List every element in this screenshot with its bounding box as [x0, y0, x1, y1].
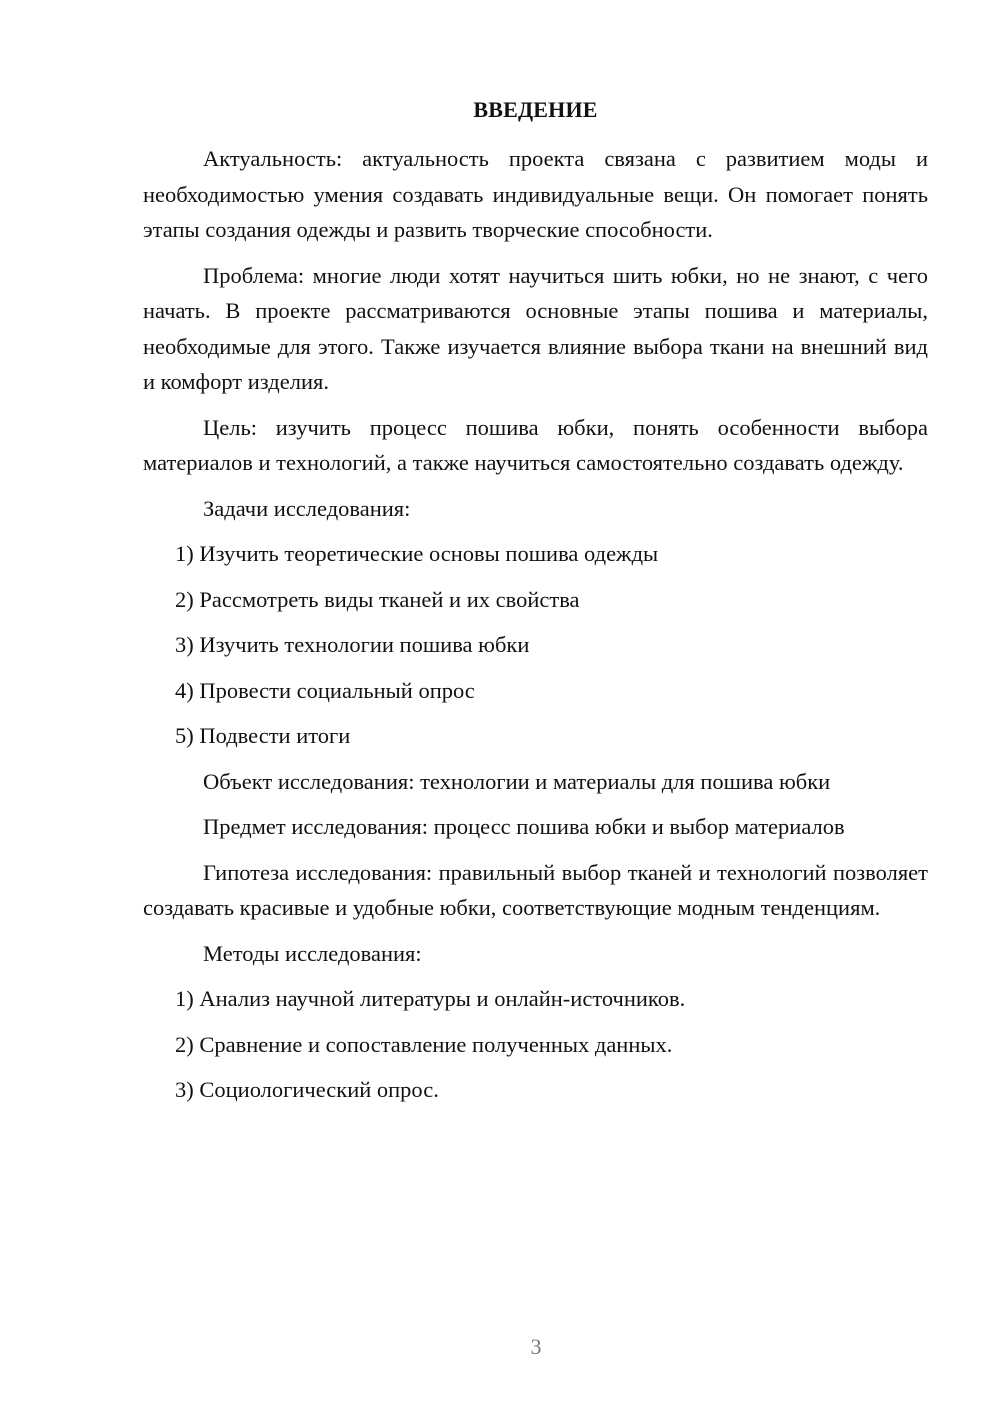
- section-title: ВВЕДЕНИЕ: [473, 97, 598, 122]
- document-body: [143, 141, 928, 1118]
- task-item: 2) Рассмотреть виды тканей и их свойства: [175, 586, 580, 612]
- paragraph-hypothesis: Гипотеза исследования: правильный выбор тканей и технологий позволяет создавать красивые и удобные юбки, соответствующие модным тенденциям.: [143, 859, 928, 920]
- method-item: 2) Сравнение и сопоставление полученных данных.: [175, 1031, 673, 1057]
- paragraph-goal: Цель: изучить процесс пошива юбки, понять особенности выбора материалов и технологий, а также научиться самостоятельно создавать одежду.: [143, 414, 928, 475]
- paragraph-subject: Предмет исследования: процесс пошива юбки и выбор материалов: [203, 814, 845, 839]
- task-item: 3) Изучить технологии пошива юбки: [175, 632, 530, 657]
- task-item: 4) Провести социальный опрос: [175, 677, 475, 703]
- methods-list: [143, 981, 928, 1108]
- page-number: 3: [530, 1334, 542, 1359]
- task-item: 1) Изучить теоретические основы пошива одежды: [175, 541, 659, 566]
- paragraph-object: Объект исследования: технологии и материалы для пошива юбки: [203, 768, 831, 794]
- paragraph-relevance: Актуальность: актуальность проекта связана с развитием моды и необходимостью умения создавать индивидуальные вещи. Он помогает понять этапы создания одежды и развить творческие способности.: [143, 146, 928, 242]
- method-item: 3) Социологический опрос.: [175, 1077, 439, 1102]
- tasks-heading: Задачи исследования:: [203, 495, 411, 521]
- paragraph-problem: Проблема: многие люди хотят научиться шить юбки, но не знают, с чего начать. В проекте рассматриваются основные этапы пошива и материалы, необходимые для этого. Также изучается влияние выбора ткани на внешний вид и комфорт изделия.: [143, 262, 928, 394]
- methods-heading: Методы исследования:: [203, 940, 422, 966]
- task-item: 5) Подвести итоги: [175, 723, 351, 748]
- method-item: 1) Анализ научной литературы и онлайн-источников.: [175, 986, 686, 1011]
- tasks-list: [143, 536, 928, 754]
